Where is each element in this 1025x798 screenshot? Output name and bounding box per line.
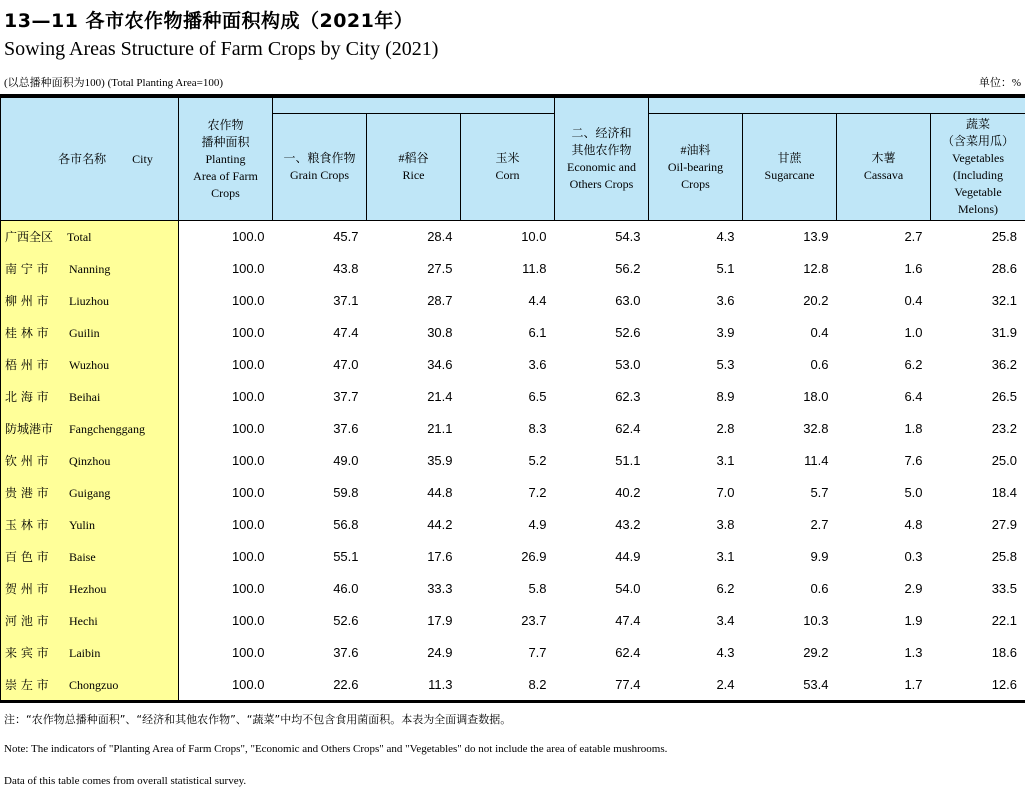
value-cell: 100.0	[179, 253, 273, 285]
value-cell: 100.0	[179, 477, 273, 509]
city-name-cn: 贺 州 市	[5, 582, 49, 596]
city-cell	[1, 253, 179, 285]
value-cell: 2.9	[904, 581, 923, 596]
city-cell	[1, 413, 179, 445]
city-cell	[1, 509, 179, 541]
city-name-en: Beihai	[69, 390, 101, 404]
value-cell: 43.2	[615, 517, 641, 532]
value-cell: 6.1	[528, 325, 547, 340]
value-cell: 12.6	[931, 669, 1025, 701]
value-cell: 4.9	[528, 517, 547, 532]
value-cell: 100.0	[179, 285, 273, 317]
table-row	[1, 317, 1025, 349]
note-cn: 注：“农作物总播种面积”、“经济和其他农作物”、“蔬菜”中均不包含食用菌面积。本表为全面调查数据。	[4, 713, 512, 726]
city-name-en: Wuzhou	[69, 358, 110, 372]
value-cell: 26.9	[521, 549, 547, 564]
value-cell: 25.8	[931, 541, 1025, 573]
header-oil-bearing: #油料 Oil-bearing Crops	[649, 114, 743, 221]
value-cell: 3.8	[716, 517, 735, 532]
value-cell: 20.2	[803, 293, 829, 308]
value-cell: 37.1	[333, 293, 359, 308]
value-cell: 52.6	[615, 325, 641, 340]
value-cell: 5.2	[528, 453, 547, 468]
value-cell: 36.2	[931, 349, 1025, 381]
city-name-en: Baise	[69, 550, 96, 564]
city-name-en: Hechi	[69, 614, 98, 628]
value-cell: 2.7	[904, 229, 923, 245]
crop-structure-table	[0, 97, 1025, 701]
city-cell	[1, 605, 179, 637]
value-cell: 100.0	[179, 349, 273, 381]
value-cell: 3.6	[716, 293, 735, 308]
value-cell: 53.0	[615, 357, 641, 372]
value-cell: 0.6	[810, 357, 829, 372]
value-cell: 100.0	[179, 605, 273, 637]
unit-label: 单位：%	[978, 77, 1021, 89]
table-row	[1, 477, 1025, 509]
value-cell: 100.0	[179, 317, 273, 349]
city-cell	[1, 349, 179, 381]
value-cell: 17.9	[427, 613, 453, 628]
value-cell: 56.2	[615, 261, 641, 276]
header-planting-area: 农作物 播种面积 Planting Area of Farm Crops	[179, 98, 273, 221]
value-cell: 18.6	[931, 637, 1025, 669]
value-cell: 62.4	[615, 421, 641, 436]
city-name-en: Hezhou	[69, 582, 107, 596]
value-cell: 8.9	[716, 389, 735, 404]
value-cell: 5.8	[528, 581, 547, 596]
city-cell	[1, 573, 179, 605]
value-cell: 0.6	[810, 581, 829, 596]
city-name-cn: 百 色 市	[5, 550, 49, 564]
value-cell: 28.7	[427, 293, 453, 308]
city-name-en: Guigang	[69, 486, 111, 500]
value-cell: 27.5	[427, 261, 453, 276]
value-cell: 21.4	[427, 389, 453, 404]
value-cell: 0.4	[904, 293, 923, 308]
value-cell: 59.8	[333, 485, 359, 500]
value-cell: 62.3	[615, 389, 641, 404]
value-cell: 7.7	[528, 645, 547, 660]
value-cell: 2.8	[716, 421, 735, 436]
value-cell: 35.9	[427, 453, 453, 468]
value-cell: 32.8	[803, 421, 829, 436]
table-row	[1, 573, 1025, 605]
value-cell: 0.4	[810, 325, 829, 340]
value-cell: 7.0	[716, 485, 735, 500]
value-cell: 51.1	[615, 453, 641, 468]
value-cell: 100.0	[179, 445, 273, 477]
value-cell: 11.3	[428, 677, 453, 692]
value-cell: 10.0	[521, 229, 547, 245]
value-cell: 3.9	[716, 325, 735, 340]
value-cell: 5.7	[810, 485, 829, 500]
value-cell: 4.4	[528, 293, 547, 308]
header-economic-group-top	[649, 98, 1025, 114]
value-cell: 11.8	[522, 261, 547, 276]
header-economic-crops: 二、经济和 其他农作物 Economic and Others Crops	[555, 98, 649, 221]
value-cell: 37.7	[333, 389, 359, 404]
value-cell: 7.2	[528, 485, 547, 500]
value-cell: 1.6	[904, 261, 923, 276]
table-subtitle: (以总播种面积为100) (Total Planting Area=100)	[4, 77, 223, 89]
city-cell	[1, 221, 179, 253]
note-source: Data of this table comes from overall statistical survey.	[4, 775, 247, 787]
city-name-cn: 柳 州 市	[5, 294, 49, 308]
value-cell: 12.8	[803, 261, 829, 276]
bottom-rule	[0, 700, 1025, 703]
table-row	[1, 669, 1025, 701]
table-title-cn: 13—11 各市农作物播种面积构成（2021年）	[4, 10, 414, 32]
value-cell: 6.4	[904, 389, 923, 404]
city-cell	[1, 381, 179, 413]
value-cell: 5.3	[716, 357, 735, 372]
header-rice: #稻谷 Rice	[367, 114, 461, 221]
city-name-cn: 南 宁 市	[5, 262, 49, 276]
table-title-en: Sowing Areas Structure of Farm Crops by City (2021)	[4, 38, 439, 60]
value-cell: 21.1	[427, 421, 453, 436]
value-cell: 100.0	[179, 221, 273, 253]
value-cell: 11.4	[804, 453, 829, 468]
value-cell: 53.4	[803, 677, 829, 692]
value-cell: 29.2	[803, 645, 829, 660]
table-row	[1, 253, 1025, 285]
city-name-cn: 来 宾 市	[5, 646, 49, 660]
value-cell: 44.2	[427, 517, 453, 532]
value-cell: 6.5	[528, 389, 547, 404]
value-cell: 3.4	[716, 613, 735, 628]
value-cell: 33.3	[427, 581, 453, 596]
table-row	[1, 541, 1025, 573]
value-cell: 1.8	[904, 421, 923, 436]
city-cell	[1, 317, 179, 349]
value-cell: 5.0	[904, 485, 923, 500]
value-cell: 2.7	[810, 517, 829, 532]
header-city: 各市名称 City	[1, 98, 179, 221]
value-cell: 3.1	[716, 453, 735, 468]
value-cell: 6.2	[716, 581, 735, 596]
value-cell: 10.3	[803, 613, 829, 628]
city-name-cn: 梧 州 市	[5, 358, 49, 372]
city-name-cn: 崇 左 市	[5, 678, 49, 692]
value-cell: 100.0	[179, 573, 273, 605]
value-cell: 32.1	[931, 285, 1025, 317]
value-cell: 62.4	[615, 645, 641, 660]
city-name-en: Qinzhou	[69, 454, 111, 468]
city-name-cn: 钦 州 市	[5, 454, 49, 468]
value-cell: 47.0	[333, 357, 359, 372]
city-name-en: Total	[67, 230, 92, 245]
city-name-en: Yulin	[69, 518, 96, 532]
city-name-cn: 贵 港 市	[5, 486, 49, 500]
value-cell: 13.9	[803, 229, 829, 245]
value-cell: 4.8	[904, 517, 923, 532]
value-cell: 43.8	[333, 261, 359, 276]
city-name-cn: 北 海 市	[5, 390, 49, 404]
value-cell: 4.3	[716, 229, 735, 245]
header-sugarcane: 甘蔗 Sugarcane	[743, 114, 837, 221]
value-cell: 46.0	[333, 581, 359, 596]
value-cell: 5.1	[716, 261, 735, 276]
city-name-en: Laibin	[69, 646, 101, 660]
header-grain-crops: 一、粮食作物 Grain Crops	[273, 114, 367, 221]
value-cell: 54.3	[615, 229, 641, 245]
value-cell: 9.9	[810, 549, 829, 564]
value-cell: 28.6	[931, 253, 1025, 285]
value-cell: 54.0	[615, 581, 641, 596]
value-cell: 7.6	[904, 453, 923, 468]
value-cell: 44.8	[427, 485, 453, 500]
value-cell: 24.9	[427, 645, 453, 660]
header-corn: 玉米 Corn	[461, 114, 555, 221]
value-cell: 23.2	[931, 413, 1025, 445]
value-cell: 6.2	[904, 357, 923, 372]
city-cell	[1, 285, 179, 317]
value-cell: 100.0	[179, 413, 273, 445]
value-cell: 100.0	[179, 637, 273, 669]
value-cell: 100.0	[179, 669, 273, 701]
value-cell: 49.0	[333, 453, 359, 468]
city-name-en: Guilin	[69, 326, 100, 340]
value-cell: 17.6	[427, 549, 453, 564]
city-name-cn: 桂 林 市	[5, 326, 49, 340]
value-cell: 37.6	[333, 645, 359, 660]
value-cell: 3.1	[716, 549, 735, 564]
value-cell: 52.6	[333, 613, 359, 628]
value-cell: 22.6	[333, 677, 359, 692]
city-name-cn: 广西全区	[5, 230, 54, 245]
value-cell: 44.9	[615, 549, 641, 564]
value-cell: 1.9	[904, 613, 923, 628]
note-en: Note: The indicators of "Planting Area of Farm Crops", "Economic and Others Crops" and "Vegetables" do not include the area of eatable mushrooms.	[4, 743, 668, 755]
city-name-cn: 防城港市	[5, 422, 54, 436]
value-cell: 45.7	[333, 229, 359, 245]
value-cell: 37.6	[333, 421, 359, 436]
value-cell: 56.8	[333, 517, 359, 532]
value-cell: 0.3	[904, 549, 923, 564]
table-row	[1, 445, 1025, 477]
value-cell: 26.5	[931, 381, 1025, 413]
value-cell: 100.0	[179, 541, 273, 573]
table-row	[1, 381, 1025, 413]
value-cell: 27.9	[931, 509, 1025, 541]
city-cell	[1, 477, 179, 509]
value-cell: 4.3	[716, 645, 735, 660]
value-cell: 22.1	[931, 605, 1025, 637]
city-name-en: Fangchenggang	[69, 422, 145, 436]
table-row	[1, 349, 1025, 381]
table-body	[1, 221, 1025, 701]
value-cell: 34.6	[427, 357, 453, 372]
city-name-en: Chongzuo	[69, 678, 119, 692]
city-cell	[1, 637, 179, 669]
value-cell: 40.2	[615, 485, 641, 500]
header-cassava: 木薯 Cassava	[837, 114, 931, 221]
value-cell: 100.0	[179, 381, 273, 413]
value-cell: 25.8	[931, 221, 1025, 253]
value-cell: 8.2	[528, 677, 547, 692]
header-grain-group-top	[273, 98, 555, 114]
value-cell: 77.4	[615, 677, 641, 692]
city-name-en: Liuzhou	[69, 294, 109, 308]
header-vegetables: 蔬菜 （含菜用瓜） Vegetables (Including Vegetable Melons)	[931, 114, 1025, 221]
value-cell: 28.4	[427, 229, 453, 245]
table-row	[1, 413, 1025, 445]
value-cell: 33.5	[931, 573, 1025, 605]
value-cell: 25.0	[931, 445, 1025, 477]
city-name-en: Nanning	[69, 262, 111, 276]
value-cell: 18.0	[803, 389, 829, 404]
value-cell: 100.0	[179, 509, 273, 541]
table-row	[1, 605, 1025, 637]
value-cell: 2.4	[716, 677, 735, 692]
value-cell: 63.0	[615, 293, 641, 308]
table-row	[1, 637, 1025, 669]
value-cell: 18.4	[931, 477, 1025, 509]
value-cell: 3.6	[528, 357, 547, 372]
value-cell: 8.3	[528, 421, 547, 436]
table-row	[1, 221, 1025, 253]
value-cell: 55.1	[333, 549, 359, 564]
city-cell	[1, 541, 179, 573]
value-cell: 31.9	[931, 317, 1025, 349]
value-cell: 1.0	[904, 325, 923, 340]
value-cell: 47.4	[333, 325, 359, 340]
value-cell: 47.4	[615, 613, 641, 628]
value-cell: 1.7	[904, 677, 923, 692]
table-row	[1, 509, 1025, 541]
city-name-cn: 河 池 市	[5, 614, 49, 628]
city-cell	[1, 445, 179, 477]
value-cell: 30.8	[427, 325, 453, 340]
city-cell	[1, 669, 179, 701]
value-cell: 1.3	[904, 645, 923, 660]
value-cell: 23.7	[521, 613, 547, 628]
table-row	[1, 285, 1025, 317]
city-name-cn: 玉 林 市	[5, 518, 49, 532]
